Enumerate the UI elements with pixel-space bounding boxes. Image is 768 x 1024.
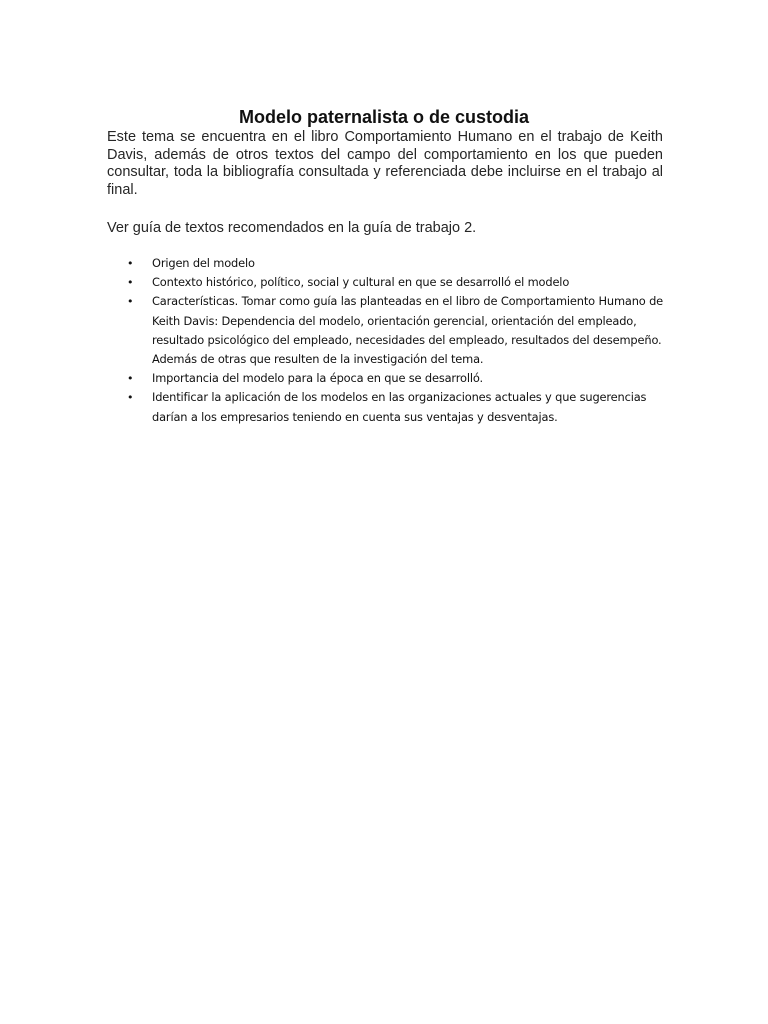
topic-item-characteristics bbox=[127, 292, 667, 369]
intro-paragraph: Este tema se encuentra en el libro Comportamiento Humano en el trabajo de Keith Davis, además de otros textos del campo del comportamiento en los que pueden consultar, toda la bibliografía consultada y referenciada debe incluirse en el trabajo al final. bbox=[107, 129, 663, 198]
topic-text: Origen del modelo bbox=[152, 256, 255, 270]
topics-list bbox=[127, 254, 667, 427]
topic-item-context bbox=[127, 273, 667, 292]
bullet-icon: • bbox=[127, 372, 134, 386]
topic-item-importance bbox=[127, 369, 667, 388]
topic-text: Características. Tomar como guía las planteadas en el libro de Comportamiento Humano de Keith Davis: Dependencia del modelo, orientación gerencial, orientación del empleado, resultado psicológico del empleado, necesidades del empleado, resultados del desempeño. Además de otras que resulten de la investigación del tema. bbox=[152, 294, 664, 367]
document-title: Modelo paternalista o de custodia bbox=[238, 107, 530, 128]
bullet-icon: • bbox=[127, 391, 134, 405]
reference-paragraph: Ver guía de textos recomendados en la guía de trabajo 2. bbox=[107, 220, 477, 236]
topic-text: Contexto histórico, político, social y cultural en que se desarrolló el modelo bbox=[152, 275, 570, 290]
bullet-icon: • bbox=[127, 257, 134, 270]
bullet-icon: • bbox=[127, 295, 134, 309]
topic-text: Importancia del modelo para la época en que se desarrolló. bbox=[152, 371, 483, 386]
topic-item-application bbox=[127, 388, 667, 426]
bullet-icon: • bbox=[127, 276, 134, 290]
topic-text: Identificar la aplicación de los modelos en las organizaciones actuales y que sugerencias darían a los empresarios teniendo en cuenta sus ventajas y desventajas. bbox=[152, 390, 647, 424]
topic-item-origin bbox=[127, 254, 667, 273]
